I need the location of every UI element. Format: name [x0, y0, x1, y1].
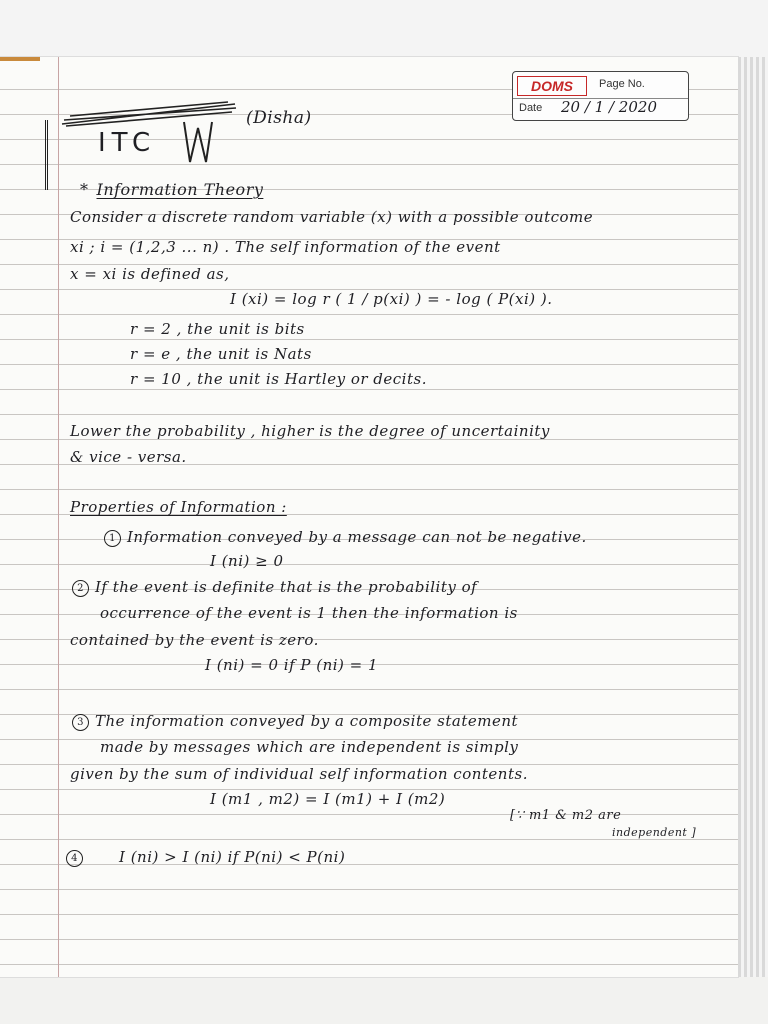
property-4: 4 I (ni) > I (ni) if P(ni) < P(ni) — [66, 848, 345, 867]
property-3-note-line-2: independent ] — [612, 826, 697, 839]
page-no-label: Page No. — [599, 78, 645, 90]
star-bullet: * — [80, 180, 89, 199]
property-3-formula: I (m1 , m2) = I (m1) + I (m2) — [210, 790, 446, 808]
self-information-formula: I (xi) = log r ( 1 / p(xi) ) = - log ( P(xi) ). — [230, 290, 553, 308]
property-2-line-3: contained by the event is zero. — [70, 631, 319, 649]
property-1-number: 1 — [104, 530, 121, 547]
section-heading: * Information Theory — [80, 180, 264, 199]
page-corner — [0, 57, 40, 61]
body-line-2: xi ; i = (1,2,3 ... n) . The self information of the event — [70, 238, 501, 256]
title-scribble-mark — [180, 118, 216, 166]
property-3-note-line-1: [∵ m1 & m2 are — [510, 808, 622, 823]
property-3-number: 3 — [72, 714, 89, 731]
margin-line — [58, 57, 59, 977]
property-3-line-3: given by the sum of individual self information contents. — [70, 765, 528, 783]
note-line-2: & vice - versa. — [70, 448, 187, 466]
doms-logo: DOMS — [517, 76, 587, 96]
property-1-formula: I (ni) ≥ 0 — [210, 552, 284, 570]
property-2-line-2: occurrence of the event is 1 then the information is — [100, 604, 518, 622]
body-line-3: x = xi is defined as, — [70, 265, 230, 283]
subject-title: ITC — [98, 128, 157, 158]
property-2-formula: I (ni) = 0 if P (ni) = 1 — [205, 656, 379, 674]
title-bracket — [45, 120, 58, 190]
property-3-line-1: 3 The information conveyed by a composite statement — [72, 712, 518, 731]
property-2-line-1: 2 If the event is definite that is the probability of — [72, 578, 477, 597]
properties-heading: Properties of Information : — [70, 498, 287, 516]
author-name: (Disha) — [246, 108, 312, 128]
property-3-line-2: made by messages which are independent is simply — [100, 738, 519, 756]
property-4-number: 4 — [66, 850, 83, 867]
background-top — [0, 0, 768, 57]
unit-nats: r = e , the unit is Nats — [130, 345, 312, 363]
body-line-1: Consider a discrete random variable (x) with a possible outcome — [70, 208, 594, 226]
date-value: 20 / 1 / 2020 — [561, 98, 657, 116]
date-label: Date — [519, 102, 543, 114]
property-2-number: 2 — [72, 580, 89, 597]
note-line-1: Lower the probability , higher is the degree of uncertainity — [70, 422, 550, 440]
notebook-binding — [738, 57, 768, 977]
unit-bits: r = 2 , the unit is bits — [130, 320, 305, 338]
page-header-box — [512, 71, 689, 121]
property-1: 1 Information conveyed by a message can not be negative. — [104, 528, 587, 547]
unit-hartley: r = 10 , the unit is Hartley or decits. — [130, 370, 427, 388]
